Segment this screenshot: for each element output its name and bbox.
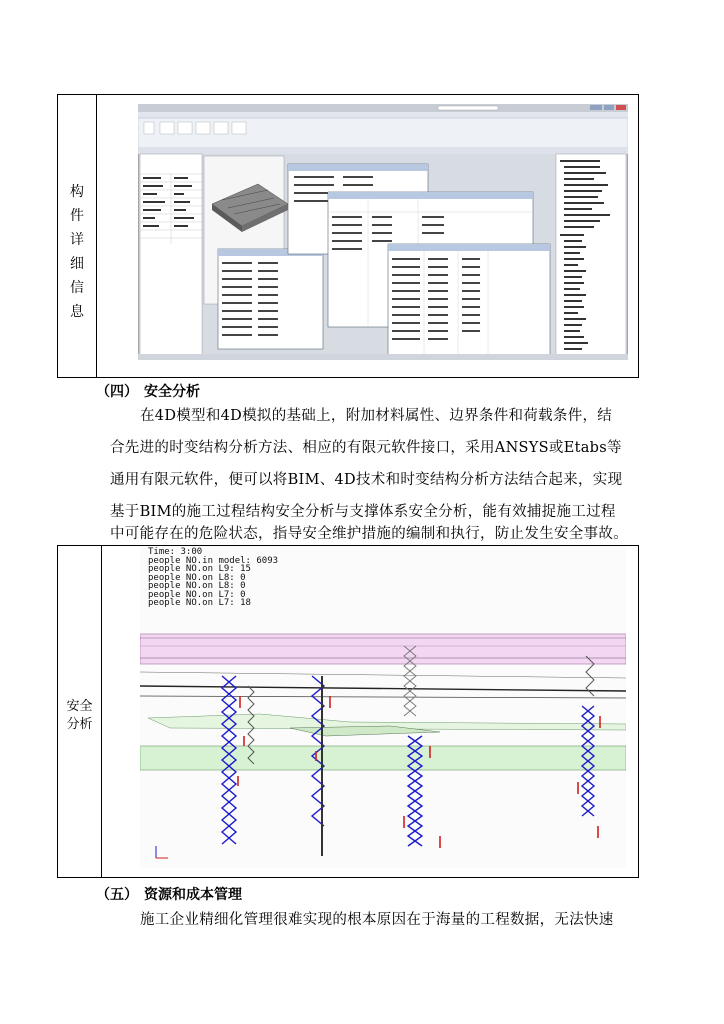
section-4-line-1: 在4D模型和4D模拟的基础上，附加材料属性、边界条件和荷载条件，结	[140, 408, 613, 424]
component-info-label: 构 件 详 细 信 息	[70, 184, 84, 320]
axis-triad-icon	[156, 846, 168, 858]
section-4-line-2: 合先进的时变结构分析方法、相应的有限元软件接口，采用ANSYS或Etabs等	[110, 440, 622, 456]
simulation-readout: Time: 3:00 people NO.in model: 6093 people NO.on L9: 15 people NO.on L8: 0 people NO.on L8: 0 people NO.on L7: 0 people NO.on L7: 18	[148, 547, 279, 608]
table-divider	[101, 545, 102, 878]
safety-analysis-label: 安全 分析	[66, 699, 93, 732]
section-4-line-5: 中可能存在的危险状态，指导安全维护措施的编制和执行，防止发生安全事故。	[110, 526, 628, 542]
section-5-line-1: 施工企业精细化管理很难实现的根本原因在于海量的工程数据，无法快速	[140, 912, 614, 928]
section-4-line-4: 基于BIM的施工过程结构安全分析与支撑体系安全分析，能有效捕捉施工过程	[110, 504, 616, 520]
section-5-heading: （五） 资源和成本管理	[96, 887, 242, 903]
section-4-line-3: 通用有限元软件，便可以将BIM、4D技术和时变结构分析方法结合起来，实现	[110, 472, 623, 488]
safety-simulation-image	[140, 546, 626, 868]
bim-software-screenshot	[138, 104, 628, 360]
section-4-heading: （四） 安全分析	[96, 384, 200, 400]
structure-scaffold-model	[140, 546, 626, 868]
table-divider	[96, 94, 97, 378]
